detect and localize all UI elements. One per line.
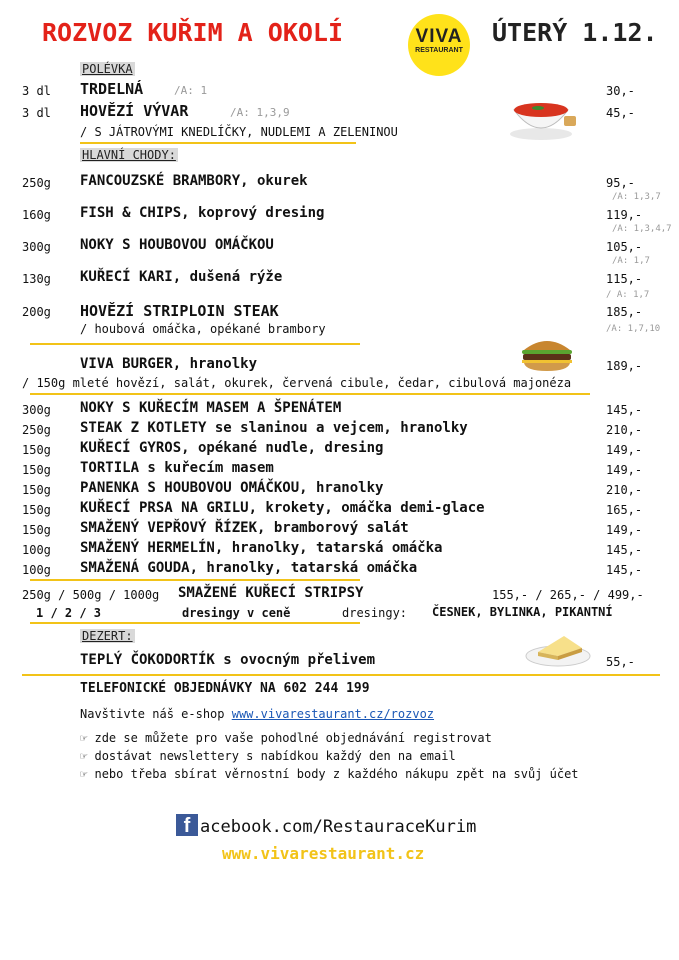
main-4-name: KUŘECÍ KARI, dušená rýže — [80, 269, 283, 285]
soup-2-name: HOVĚZÍ VÝVAR — [80, 102, 189, 120]
special-3-price: 149,- — [606, 443, 643, 457]
menu-title: ROZVOZ KUŘIM A OKOLÍ — [42, 18, 344, 47]
main-4-price: 115,- — [606, 272, 643, 286]
pointing-hand-icon: ☞ — [80, 767, 88, 781]
special-5-name: PANENKA S HOUBOVOU OMÁČKOU, hranolky — [80, 480, 384, 496]
main-5-name: HOVĚZÍ STRIPLOIN STEAK — [80, 302, 279, 320]
main-4-allergens: / A: 1,7 — [606, 290, 650, 300]
main-2-weight: 160g — [22, 208, 51, 222]
main-5-weight: 200g — [22, 305, 51, 319]
phone-orders: TELEFONICKÉ OBJEDNÁVKY NA 602 244 199 — [80, 681, 370, 696]
website-url[interactable]: www.vivarestaurant.cz — [222, 844, 425, 863]
special-2-price: 210,- — [606, 423, 643, 437]
main-2-name: FISH & CHIPS, koprový dresing — [80, 205, 325, 221]
main-3-weight: 300g — [22, 240, 51, 254]
special-4-price: 149,- — [606, 463, 643, 477]
main-3-price: 105,- — [606, 240, 643, 254]
eshop-link[interactable]: www.vivarestaurant.cz/rozvoz — [231, 707, 435, 721]
cake-icon — [524, 626, 592, 668]
special-1-price: 145,- — [606, 403, 643, 417]
main-4-weight: 130g — [22, 272, 51, 286]
main-5-price: 185,- — [606, 305, 643, 319]
divider — [80, 142, 356, 144]
bullet-2 — [80, 749, 456, 763]
special-9-weight: 100g — [22, 563, 51, 577]
facebook-url[interactable]: acebook.com/RestauraceKurim — [200, 817, 477, 837]
burger-icon — [518, 334, 576, 374]
bullet-text: dostávat newslettery s nabídkou každý den na email — [94, 749, 456, 763]
soup-1-allergens: /A: 1 — [174, 84, 208, 97]
soup-bowl-icon — [508, 94, 578, 142]
burger-name: VIVA BURGER, hranolky — [80, 356, 258, 372]
menu-date: ÚTERÝ 1.12. — [492, 18, 658, 47]
main-1-weight: 250g — [22, 176, 51, 190]
dessert-price: 55,- — [606, 655, 635, 669]
facebook-icon: f — [176, 814, 198, 836]
special-7-name: SMAŽENÝ VEPŘOVÝ ŘÍZEK, bramborový salát — [80, 520, 409, 536]
viva-logo: VIVA RESTAURANT — [408, 14, 470, 76]
bullet-text: nebo třeba sbírat věrnostní body z každého nákupu zpět na svůj účet — [94, 767, 579, 781]
section-dessert: DEZERT: — [82, 629, 133, 643]
main-3-allergens: /A: 1,7 — [612, 256, 650, 266]
special-9-price: 145,- — [606, 563, 643, 577]
special-4-name: TORTILA s kuřecím masem — [80, 460, 274, 476]
soup-1-name: TRDELNÁ — [80, 80, 144, 98]
divider — [30, 393, 590, 395]
eshop-prefix: Navštivte náš e-shop — [80, 707, 225, 721]
special-5-price: 210,- — [606, 483, 643, 497]
special-7-price: 149,- — [606, 523, 643, 537]
bullet-text: zde se můžete pro vaše pohodlné objednávání registrovat — [94, 731, 492, 745]
pointing-hand-icon: ☞ — [80, 749, 88, 763]
burger-price: 189,- — [606, 359, 643, 373]
special-3-name: KUŘECÍ GYROS, opékané nudle, dresing — [80, 440, 384, 456]
pointing-hand-icon: ☞ — [80, 731, 88, 745]
bullet-3 — [80, 767, 579, 781]
main-1-price: 95,- — [606, 176, 635, 190]
stripsy-prices: 155,- / 265,- / 499,- — [492, 588, 644, 602]
main-2-price: 119,- — [606, 208, 643, 222]
burger-description: / 150g mleté hovězí, salát, okurek, červená cibule, čedar, cibulová majonéza — [22, 376, 572, 390]
special-6-weight: 150g — [22, 503, 51, 517]
main-1-name: FANCOUZSKÉ BRAMBORY, okurek — [80, 173, 308, 189]
special-1-weight: 300g — [22, 403, 51, 417]
divider — [30, 343, 360, 345]
divider — [30, 579, 360, 581]
special-8-price: 145,- — [606, 543, 643, 557]
dessert-name: TEPLÝ ČOKODORTÍK s ovocným přelivem — [80, 652, 376, 668]
soup-2-price: 45,- — [606, 106, 635, 120]
divider — [30, 622, 360, 624]
soup-2-description: / S JÁTROVÝMI KNEDLÍČKY, NUDLEMI A ZELENINOU — [80, 125, 398, 139]
stripsy-name: SMAŽENÉ KUŘECÍ STRIPSY — [178, 585, 364, 601]
special-3-weight: 150g — [22, 443, 51, 457]
special-1-name: NOKY S KUŘECÍM MASEM A ŠPENÁTEM — [80, 400, 342, 416]
special-8-name: SMAŽENÝ HERMELÍN, hranolky, tatarská omáčka — [80, 540, 443, 556]
main-5-description: / houbová omáčka, opékané brambory — [80, 322, 326, 336]
special-6-price: 165,- — [606, 503, 643, 517]
special-5-weight: 150g — [22, 483, 51, 497]
main-1-allergens: /A: 1,3,7 — [612, 192, 661, 202]
main-3-name: NOKY S HOUBOVOU OMÁČKOU — [80, 237, 274, 253]
special-4-weight: 150g — [22, 463, 51, 477]
stripsy-weights: 250g / 500g / 1000g — [22, 588, 160, 602]
special-7-weight: 150g — [22, 523, 51, 537]
section-soup: POLÉVKA — [82, 62, 133, 76]
bullet-1 — [80, 731, 492, 745]
main-5-allergens: /A: 1,7,10 — [606, 324, 661, 334]
dressings-label: dresingy: — [342, 606, 408, 620]
special-2-name: STEAK Z KOTLETY se slaninou a vejcem, hranolky — [80, 420, 468, 436]
eshop-text — [80, 707, 434, 721]
special-8-weight: 100g — [22, 543, 51, 557]
stripsy-dressing-counts: 1 / 2 / 3 — [36, 606, 102, 620]
dressings-list: ČESNEK, BYLINKA, PIKANTNÍ — [432, 605, 613, 619]
soup-2-allergens: /A: 1,3,9 — [230, 106, 290, 119]
special-6-name: KUŘECÍ PRSA NA GRILU, krokety, omáčka demi-glace — [80, 500, 485, 516]
special-2-weight: 250g — [22, 423, 51, 437]
divider — [22, 674, 660, 676]
soup-1-price: 30,- — [606, 84, 635, 98]
special-9-name: SMAŽENÁ GOUDA, hranolky, tatarská omáčka — [80, 560, 418, 576]
stripsy-dressing-note: dresingy v ceně — [182, 606, 291, 620]
section-main-courses: HLAVNÍ CHODY: — [82, 148, 176, 162]
soup-1-weight: 3 dl — [22, 84, 51, 98]
main-2-allergens: /A: 1,3,4,7 — [612, 224, 672, 234]
soup-2-weight: 3 dl — [22, 106, 51, 120]
